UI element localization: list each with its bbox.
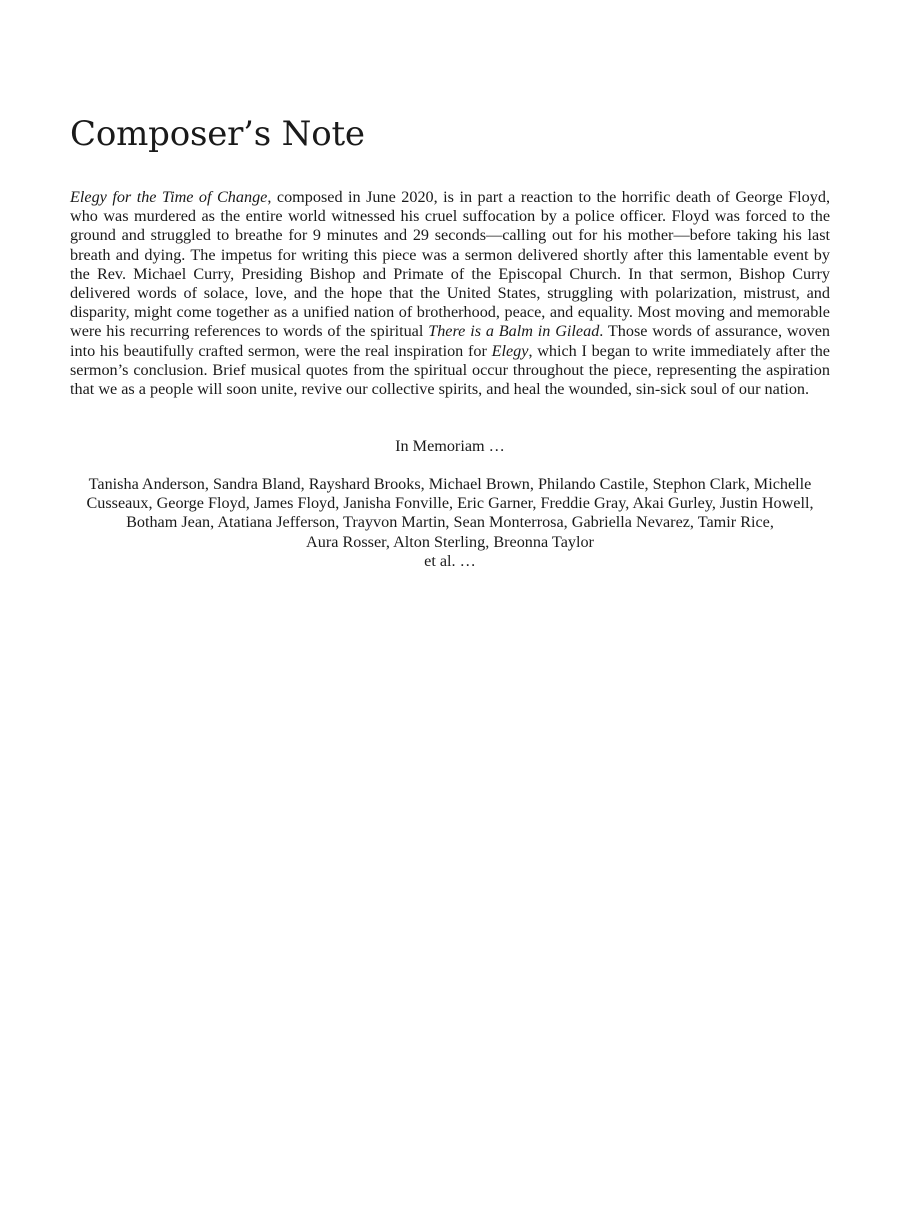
memoriam-names-line: Aura Rosser, Alton Sterling, Breonna Taylor [306, 532, 594, 551]
work-title: Elegy for the Time of Change [70, 188, 268, 206]
memoriam-names-list [70, 475, 830, 571]
memoriam-names-line: Cusseaux, George Floyd, James Floyd, Janisha Fonville, Eric Garner, Freddie Gray, Akai Gurley, Justin Howell, [86, 494, 814, 513]
memoriam-names-line: Botham Jean, Atatiana Jefferson, Trayvon Martin, Sean Monterrosa, Gabriella Nevarez, Tamir Rice, [126, 513, 774, 532]
note-text-part-2: . Those words of assurance, woven into his beautifully crafted sermon, were the real inspiration for [70, 322, 830, 360]
note-text-part-3: , which I began to write immediately after the sermon’s conclusion. Brief musical quotes from the spiritual occur throughout the piece, representing the aspiration that we as a people will soon unite, revive our collective spirits, and heal the wounded, sin-sick soul of our nation. [70, 341, 830, 399]
spiritual-title: There is a Balm in Gilead [428, 322, 600, 341]
short-work-title: Elegy [491, 341, 529, 360]
page-title: Composer’s Note [70, 114, 365, 154]
note-text-part-1: , composed in June 2020, is in part a reaction to the horrific death of George Floyd, who was murdered as the entire world witnessed his cruel suffocation by a police officer. Floyd was forced to the ground and struggled to breathe for 9 minutes and 29 seconds—calling out for his mother—before taking his last breath and dying. The impetus for writing this piece was a sermon delivered shortly after this lamentable event by the Rev. Michael Curry, Presiding Bishop and Primate of the Episcopal Church. In that sermon, Bishop Curry delivered words of solace, love, and the hope that the United States, struggling with polarization, mistrust, and disparity, might come together as a unified nation of brotherhood, peace, and equality. Most moving and memorable were his recurring references to words of the spiritual [70, 188, 830, 341]
memoriam-et-al: et al. … [424, 551, 476, 570]
memoriam-names-line: Tanisha Anderson, Sandra Bland, Rayshard Brooks, Michael Brown, Philando Castile, Stephon Clark, Michelle [88, 475, 812, 493]
memoriam-heading: In Memoriam … [395, 437, 505, 455]
composers-note-paragraph [70, 188, 830, 399]
